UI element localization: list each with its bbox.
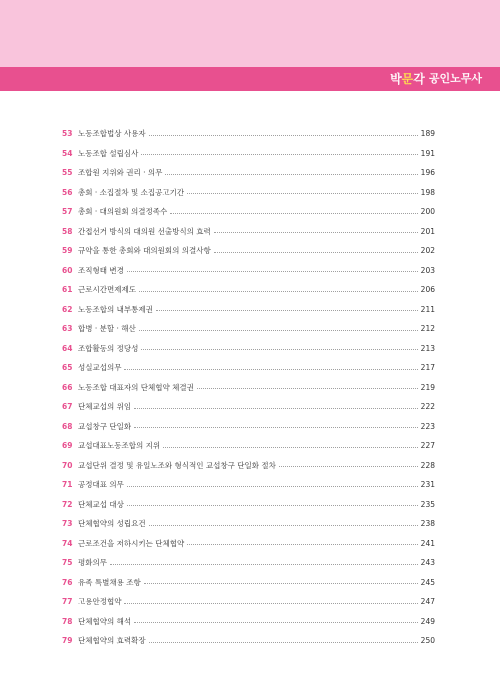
- toc-entry[interactable]: [62, 124, 435, 144]
- toc-entry[interactable]: [62, 534, 435, 554]
- toc-entry[interactable]: [62, 300, 435, 320]
- toc-entry[interactable]: [62, 514, 435, 534]
- toc-entry-number: 62: [62, 304, 73, 314]
- toc-entry-number: 69: [62, 441, 73, 451]
- toc-entry-number: 57: [62, 207, 73, 217]
- toc-entry-number: 60: [62, 265, 73, 275]
- dot-leader: [214, 251, 418, 253]
- toc-entry-page: 241: [420, 538, 435, 548]
- toc-entry-title: 교섭대표노동조합의 지위: [78, 441, 161, 451]
- toc-entry-title: 유족 특별채용 조항: [78, 577, 141, 587]
- toc-entry-page: 223: [420, 421, 435, 431]
- dot-leader: [149, 524, 418, 526]
- toc-entry-page: 203: [420, 265, 435, 275]
- toc-entry-title: 고용안정협약: [78, 597, 122, 607]
- toc-entry[interactable]: [62, 553, 435, 573]
- dot-leader: [279, 465, 418, 467]
- toc-entry-number: 70: [62, 460, 73, 470]
- toc-entry-title: 단체교섭의 위임: [78, 402, 132, 412]
- toc-entry-title: 근로조건을 저하시키는 단체협약: [78, 538, 185, 548]
- dot-leader: [127, 270, 418, 272]
- toc-entry-title: 단체협약의 효력확장: [78, 636, 146, 646]
- dot-leader: [110, 563, 418, 565]
- toc-entry-number: 66: [62, 382, 73, 392]
- toc-entry[interactable]: [62, 202, 435, 222]
- toc-entry-page: 201: [420, 226, 435, 236]
- toc-entry-number: 54: [62, 148, 73, 158]
- dot-leader: [141, 153, 417, 155]
- toc-entry-title: 단체협약의 성립요건: [78, 519, 146, 529]
- toc-entry-title: 교섭창구 단일화: [78, 421, 132, 431]
- dot-leader: [139, 329, 418, 331]
- toc-entry[interactable]: [62, 261, 435, 281]
- toc-entry-page: 243: [420, 558, 435, 568]
- toc-entry-page: 219: [420, 382, 435, 392]
- toc-entry-title: 노동조합 대표자의 단체협약 체결권: [78, 382, 194, 392]
- dot-leader: [170, 212, 417, 214]
- logo-accent: 문: [401, 72, 414, 86]
- toc-entry-title: 성실교섭의무: [78, 363, 122, 373]
- dot-leader: [187, 543, 417, 545]
- toc-entry-title: 조직형태 변경: [78, 265, 124, 275]
- toc-entry[interactable]: [62, 495, 435, 515]
- toc-entry-title: 근로시간면제제도: [78, 285, 136, 295]
- dot-leader: [134, 621, 418, 623]
- toc-entry-page: 231: [420, 480, 435, 490]
- toc-entry-number: 63: [62, 324, 73, 334]
- toc-entry[interactable]: [62, 378, 435, 398]
- dot-leader: [149, 134, 418, 136]
- dot-leader: [127, 485, 418, 487]
- toc-entry-title: 공정대표 의무: [78, 480, 124, 490]
- toc-entry-number: 56: [62, 187, 73, 197]
- dot-leader: [163, 446, 418, 448]
- toc-entry-page: 198: [420, 187, 435, 197]
- toc-entry-title: 조합원 지위와 권리 · 의무: [78, 168, 163, 178]
- toc-entry-title: 단체협약의 해석: [78, 616, 132, 626]
- toc-entry-title: 총회 · 소집절차 및 소집공고기간: [78, 187, 185, 197]
- toc-entry-number: 79: [62, 636, 73, 646]
- toc-entry-title: 간접선거 방식의 대의원 선출방식의 효력: [78, 226, 211, 236]
- toc-entry-number: 78: [62, 616, 73, 626]
- toc-entry[interactable]: [62, 144, 435, 164]
- toc-entry-title: 노동조합 설립심사: [78, 148, 139, 158]
- toc-entry[interactable]: [62, 222, 435, 242]
- toc-entry-title: 조합활동의 정당성: [78, 343, 139, 353]
- toc-entry[interactable]: [62, 436, 435, 456]
- toc-entry-number: 74: [62, 538, 73, 548]
- toc-entry-number: 73: [62, 519, 73, 529]
- toc-entry-page: 222: [420, 402, 435, 412]
- logo-suffix: 각: [413, 72, 425, 86]
- toc-entry-page: 227: [420, 441, 435, 451]
- toc-entry-number: 59: [62, 246, 73, 256]
- toc-entry[interactable]: [62, 358, 435, 378]
- toc-entry-title: 노동조합법상 사용자: [78, 129, 146, 139]
- dot-leader: [139, 290, 418, 292]
- toc-entry-title: 합병 · 분할 · 해산: [78, 324, 136, 334]
- toc-entry[interactable]: [62, 280, 435, 300]
- toc-entry[interactable]: [62, 319, 435, 339]
- toc-entry-page: 191: [420, 148, 435, 158]
- toc-entry-page: 238: [420, 519, 435, 529]
- toc-entry-page: 249: [420, 616, 435, 626]
- toc-entry[interactable]: [62, 475, 435, 495]
- dot-leader: [165, 173, 417, 175]
- toc-entry-number: 61: [62, 285, 73, 295]
- toc-entry-number: 67: [62, 402, 73, 412]
- toc-entry-page: 200: [420, 207, 435, 217]
- toc-entry-page: 213: [420, 343, 435, 353]
- toc-entry-page: 212: [420, 324, 435, 334]
- table-of-contents: [62, 124, 435, 651]
- toc-entry-page: 211: [420, 304, 435, 314]
- publisher-logo: [390, 71, 425, 87]
- dot-leader: [124, 602, 417, 604]
- toc-entry-number: 77: [62, 597, 73, 607]
- dot-leader: [127, 504, 418, 506]
- dot-leader: [187, 192, 418, 194]
- dot-leader: [144, 582, 418, 584]
- dot-leader: [156, 309, 418, 311]
- dot-leader: [141, 348, 417, 350]
- toc-entry-number: 71: [62, 480, 73, 490]
- toc-entry[interactable]: [62, 397, 435, 417]
- toc-entry-number: 68: [62, 421, 73, 431]
- toc-entry[interactable]: [62, 456, 435, 476]
- toc-entry-page: 206: [420, 285, 435, 295]
- toc-entry-number: 76: [62, 577, 73, 587]
- dot-leader: [149, 641, 418, 643]
- publisher-brand: [390, 71, 482, 87]
- toc-entry-page: 245: [420, 577, 435, 587]
- toc-entry-number: 72: [62, 499, 73, 509]
- logo-prefix: 박: [390, 72, 402, 86]
- toc-entry-number: 55: [62, 168, 73, 178]
- toc-entry[interactable]: [62, 417, 435, 437]
- toc-entry-page: 235: [420, 499, 435, 509]
- toc-entry-page: 217: [420, 363, 435, 373]
- toc-entry-page: 189: [420, 129, 435, 139]
- toc-entry[interactable]: [62, 183, 435, 203]
- toc-entry-number: 58: [62, 226, 73, 236]
- toc-entry-title: 평화의무: [78, 558, 107, 568]
- toc-entry-title: 단체교섭 대상: [78, 499, 124, 509]
- header-band: [0, 0, 500, 67]
- brand-label: 공인노무사: [428, 72, 482, 85]
- dot-leader: [214, 231, 418, 233]
- toc-entry[interactable]: [62, 163, 435, 183]
- toc-entry[interactable]: [62, 573, 435, 593]
- toc-entry-title: 규약을 통한 총회와 대의원회의 의결사항: [78, 246, 211, 256]
- toc-entry-page: 196: [420, 168, 435, 178]
- toc-entry-number: 75: [62, 558, 73, 568]
- dot-leader: [124, 368, 417, 370]
- toc-entry-page: 247: [420, 597, 435, 607]
- toc-entry-title: 총회 · 대의원회 의결정족수: [78, 207, 168, 217]
- toc-entry-title: 교섭단위 결정 및 유일노조와 형식적인 교섭창구 단일화 절차: [78, 460, 276, 470]
- toc-entry-page: 250: [420, 636, 435, 646]
- dot-leader: [134, 426, 418, 428]
- toc-entry-title: 노동조합의 내부통제권: [78, 304, 153, 314]
- toc-entry-page: 202: [420, 246, 435, 256]
- toc-entry[interactable]: [62, 612, 435, 632]
- toc-entry-number: 53: [62, 129, 73, 139]
- toc-entry-page: 228: [420, 460, 435, 470]
- toc-entry[interactable]: [62, 631, 435, 651]
- toc-entry[interactable]: [62, 241, 435, 261]
- dot-leader: [134, 407, 418, 409]
- dot-leader: [197, 387, 418, 389]
- toc-entry[interactable]: [62, 339, 435, 359]
- toc-entry-number: 64: [62, 343, 73, 353]
- toc-entry[interactable]: [62, 592, 435, 612]
- toc-entry-number: 65: [62, 363, 73, 373]
